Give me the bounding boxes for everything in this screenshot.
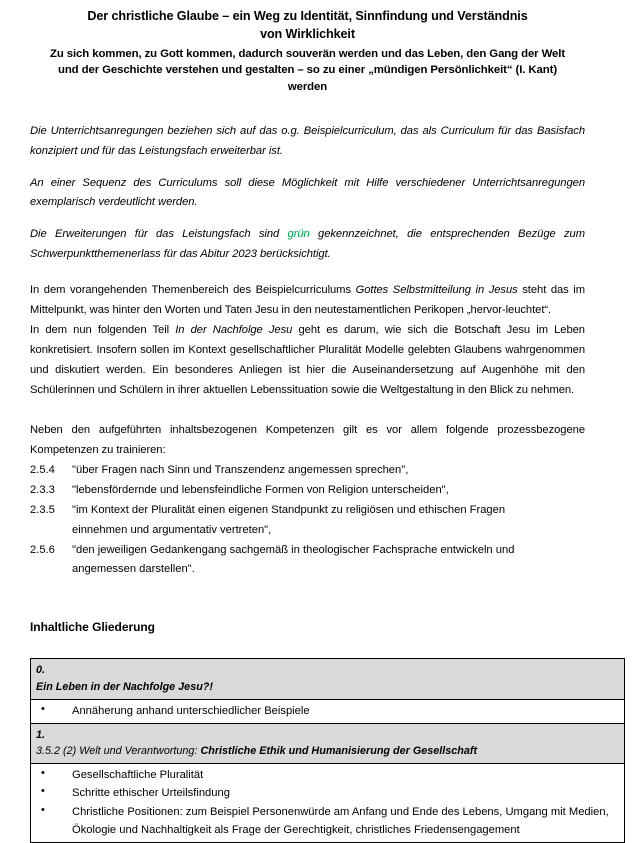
document-subtitle: Zu sich kommen, zu Gott kommen, dadurch souverän werden und das Leben, den Gang der Welt und der Geschichte verstehen und gestalten – so zu einer „mündigen Persönlichkeit“ (I. Kant) werden	[49, 47, 566, 94]
competence-code: 2.5.4	[30, 463, 55, 476]
section-title	[36, 679, 619, 695]
intro-paragraph-3	[30, 225, 585, 265]
list-item: • Schritte ethischer Urteilsfindung	[36, 784, 619, 802]
table-row-header	[31, 659, 625, 699]
body-section	[30, 281, 585, 401]
table-cell-header	[31, 659, 625, 699]
section-header-inner	[31, 659, 624, 698]
document-title	[30, 8, 585, 44]
title-line-2: von Wirklichkeit	[260, 26, 355, 41]
competence-text: "im Kontext der Pluralität einen eigenen Standpunkt zu religiösen und ethischen Fragen einnehmen und argumentativ vertreten",	[72, 503, 506, 536]
body-paragraph-1-part-1: In dem vorangehenden Themenbereich des Beispielcurriculums	[30, 284, 356, 297]
list-item: • Annäherung anhand unterschiedlicher Beispiele	[36, 702, 619, 720]
competence-text: "den jeweiligen Gedankengang sachgemäß in theologischer Fachsprache entwickeln und angemessen darstellen".	[72, 543, 515, 576]
table-row-content	[31, 764, 625, 843]
table-row-header	[31, 723, 625, 763]
competence-item	[30, 461, 585, 481]
competence-code: 2.3.3	[30, 483, 55, 496]
list-item: • Gesellschaftliche Pluralität	[36, 766, 619, 784]
outline-heading: Inhaltliche Gliederung	[30, 620, 155, 635]
intro-paragraph-3-part-1: Die Erweiterungen für das Leistungsfach sind	[30, 228, 288, 241]
competence-code: 2.5.6	[30, 543, 55, 556]
body-paragraph-2-part-2: geht es darum, wie sich die Botschaft Jesu im Leben konkretisiert. Insofern sollen im Kontext gesellschaftlicher Pluralität Modelle gelebten Glaubens wahrgenommen und diskutiert werden. Ein besonderes Anliegen ist hier die Auseinandersetzung auf Augenhöhe mit den Schülerinnen und Schülern in ihrer aktuellen Lebenssituation sowie die Weltgestaltung in den Blick zu nehmen.	[30, 324, 585, 396]
body-paragraph-2-part-1: In dem nun folgenden Teil	[30, 324, 176, 337]
body-paragraph-2	[30, 321, 585, 401]
competence-item	[30, 481, 585, 501]
section-number: 0.	[36, 664, 46, 677]
competences-section	[30, 421, 585, 581]
section-bullets-inner	[31, 764, 624, 842]
section-title-plain: 3.5.2 (2) Welt und Verantwortung:	[36, 745, 201, 758]
bullet-list	[36, 702, 619, 720]
section-header-inner	[31, 724, 624, 763]
competence-text: "lebensfördernde und lebensfeindliche Formen von Religion unterscheiden",	[72, 483, 449, 496]
outline-table	[30, 658, 625, 842]
table-cell-content	[31, 699, 625, 723]
section-title	[36, 743, 619, 759]
competence-code: 2.3.5	[30, 503, 55, 516]
intro-paragraph-1: Die Unterrichtsanregungen beziehen sich auf das o.g. Beispielcurriculum, das als Curriculum für das Basisfach konzipiert und für das Leistungsfach erweiterbar ist.	[30, 124, 585, 157]
table-row-content	[31, 699, 625, 723]
intro-paragraph-3-part-2: gekennzeichnet, die entsprechenden Bezüge zum Schwerpunktthemenerlass für das Abitur 2023 berücksichtigt.	[30, 228, 585, 261]
body-paragraph-1	[30, 281, 585, 321]
table-cell-content	[31, 764, 625, 843]
title-line-1: Der christliche Glaube – ein Weg zu Identität, Sinnfindung und Verständnis	[87, 9, 528, 23]
body-paragraph-2-title: In der Nachfolge Jesu	[175, 324, 293, 337]
competences-intro: Neben den aufgeführten inhaltsbezogenen Kompetenzen gilt es vor allem folgende prozessbezogene Kompetenzen zu trainieren:	[30, 423, 585, 456]
section-title-bold: Christliche Ethik und Humanisierung der Gesellschaft	[200, 745, 478, 758]
table-cell-header	[31, 723, 625, 763]
section-bullets-inner	[31, 700, 624, 723]
intro-section	[30, 122, 585, 266]
intro-paragraph-2: An einer Sequenz des Curriculums soll diese Möglichkeit mit Hilfe verschiedener Unterrichtsanregungen exemplarisch verdeutlicht werden.	[30, 176, 585, 209]
competence-text: "über Fragen nach Sinn und Transzendenz angemessen sprechen",	[72, 463, 409, 476]
body-paragraph-1-part-2: steht das im Mittelpunkt, was hinter den Worten und Taten Jesu in den neutestamentlichen Perikopen „hervor-leuchtet“.	[30, 284, 585, 317]
green-highlight-word: grün	[287, 228, 310, 241]
competence-item	[30, 501, 585, 541]
section-title-bold: Ein Leben in der Nachfolge Jesu?!	[36, 680, 213, 693]
competence-item	[30, 541, 585, 581]
body-paragraph-1-title: Gottes Selbstmitteilung in Jesus	[355, 284, 518, 297]
section-number: 1.	[36, 728, 46, 741]
list-item: • Christliche Positionen: zum Beispiel Personenwürde am Anfang und Ende des Lebens, Umgang mit Medien, Ökologie und Nachhaltigkeit als Frage der Gerechtigkeit, christliches Friedensengagement	[36, 803, 619, 839]
